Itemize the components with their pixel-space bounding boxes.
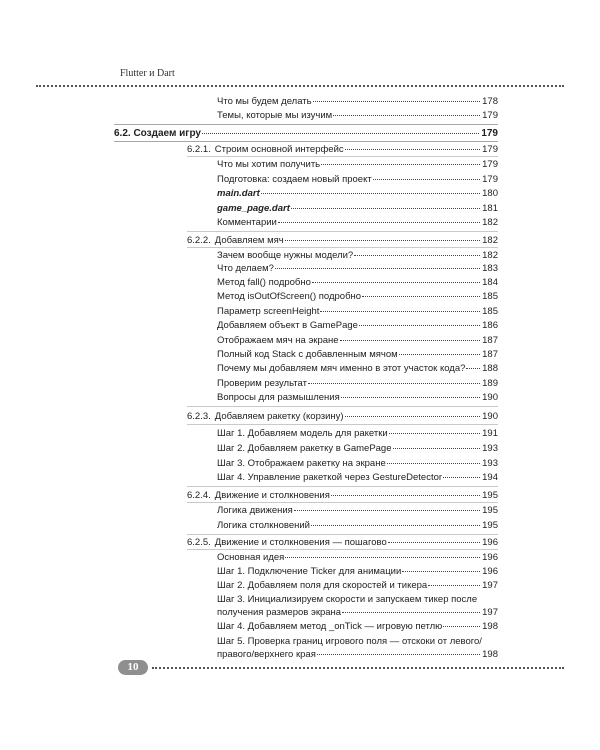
- dot-leader: [291, 208, 480, 209]
- dot-leader: [321, 164, 480, 165]
- toc-entry-title: Вопросы для размышления: [217, 392, 340, 403]
- toc-entry[interactable]: [217, 580, 498, 592]
- toc-entry-title: Полный код Stack с добавленным мячом: [217, 349, 398, 360]
- toc-entry-title-line: Шаг 5. Проверка границ игрового поля — отскоки от левого/: [217, 636, 482, 647]
- toc-entry-page: 182: [482, 250, 498, 261]
- toc-entry-title: Метод isOutOfScreen() подробно: [217, 291, 362, 302]
- dot-leader: [275, 268, 480, 269]
- dot-leader: [428, 585, 480, 586]
- toc-subsection-6-2-1[interactable]: [187, 144, 498, 156]
- toc-entry[interactable]: [217, 378, 498, 390]
- toc-entry-page: 193: [482, 458, 498, 469]
- toc-subsection-title: Движение и столкновения — пошагово: [214, 537, 387, 548]
- toc-subsection-title: Добавляем ракетку (корзину): [214, 411, 344, 422]
- toc-entry[interactable]: [217, 320, 498, 332]
- dot-leader: [311, 525, 480, 526]
- dot-leader: [331, 495, 480, 496]
- toc-entry-title: Шаг 1. Добавляем модель для ракетки: [217, 428, 388, 439]
- toc-entry-title: Метод fall() подробно: [217, 277, 311, 288]
- toc-divider: [187, 424, 498, 425]
- toc-entry[interactable]: [217, 335, 498, 347]
- toc-subsection-number: 6.2.2.: [187, 235, 211, 246]
- toc-divider: [187, 156, 498, 157]
- toc-entry-page: 184: [482, 277, 498, 288]
- dot-leader: [345, 149, 480, 150]
- dot-leader: [443, 477, 480, 478]
- toc-entry-title-line: Шаг 3. Инициализируем скорости и запускаем тикер после: [217, 594, 478, 605]
- toc-entry-title: Шаг 2. Добавляем поля для скоростей и тикера: [217, 580, 428, 591]
- toc-entry[interactable]: [217, 203, 498, 215]
- dot-leader: [317, 654, 480, 655]
- toc-entry-title: Почему мы добавляем мяч именно в этот участок кода?: [217, 363, 466, 374]
- toc-entry-page: 186: [482, 320, 498, 331]
- toc-entry-title: Шаг 4. Добавляем метод _onTick — игровую петлю: [217, 621, 443, 632]
- toc-entry-page: 197: [482, 607, 498, 618]
- dot-leader: [340, 340, 481, 341]
- toc-entry-title: main.dart: [217, 188, 260, 199]
- toc-entry-page: 191: [482, 428, 498, 439]
- toc-entry[interactable]: [217, 174, 498, 186]
- toc-entry-title: Шаг 1. Подключение Ticker для анимации: [217, 566, 402, 577]
- toc-subsection-6-2-2[interactable]: [187, 235, 498, 247]
- toc-subsection-title: Движение и столкновения: [214, 490, 330, 501]
- toc-divider: [114, 124, 498, 125]
- toc-entry-title: Что мы хотим получить: [217, 159, 321, 170]
- toc-entry-page: 198: [482, 621, 498, 632]
- toc-entry-page: 179: [482, 159, 498, 170]
- toc-entry-title: Проверим результат: [217, 378, 307, 389]
- toc-entry-page: 189: [482, 378, 498, 389]
- toc-entry-page: 183: [482, 263, 498, 274]
- toc-entry[interactable]: [217, 552, 498, 564]
- toc-entry-page: 193: [482, 443, 498, 454]
- toc-entry-page: 196: [482, 552, 498, 563]
- dot-leader: [285, 240, 480, 241]
- toc-entry[interactable]: [217, 110, 498, 122]
- dot-leader: [388, 542, 480, 543]
- toc-entry[interactable]: [217, 250, 498, 262]
- toc-entry-page: 196: [482, 566, 498, 577]
- toc-entry-page: 185: [482, 306, 498, 317]
- dot-leader: [312, 282, 480, 283]
- dot-leader: [359, 325, 480, 326]
- toc-divider: [187, 406, 498, 407]
- toc-entry[interactable]: [217, 306, 498, 318]
- toc-entry-page: 179: [482, 110, 498, 121]
- toc-entry-page: 182: [482, 217, 498, 228]
- toc-divider: [114, 141, 498, 142]
- toc-subsection-number: 6.2.1.: [187, 144, 211, 155]
- toc-entry[interactable]: [217, 217, 498, 229]
- toc-entry[interactable]: [217, 277, 498, 289]
- toc-entry-title: Что делаем?: [217, 263, 274, 274]
- toc-entry[interactable]: [217, 621, 498, 633]
- toc-entry-title: Что мы будем делать: [217, 96, 312, 107]
- toc-entry-page: 187: [482, 335, 498, 346]
- toc-subsection-number: 6.2.3.: [187, 411, 211, 422]
- toc-entry-page: 188: [482, 363, 498, 374]
- toc-subsection-page: 195: [482, 490, 498, 501]
- dot-leader: [308, 383, 480, 384]
- toc-entry-title: Комментарии: [217, 217, 277, 228]
- toc-section-6-2[interactable]: [114, 128, 498, 140]
- dot-leader: [333, 115, 480, 116]
- toc-divider: [187, 549, 498, 550]
- toc-entry[interactable]: [217, 349, 498, 361]
- dot-leader: [202, 133, 479, 134]
- toc-entry-title: Отображаем мяч на экране: [217, 335, 339, 346]
- toc-entry[interactable]: [217, 188, 498, 200]
- toc-subsection-page: 182: [482, 235, 498, 246]
- toc-entry-title: Логика столкновений: [217, 520, 310, 531]
- toc-subsection-number: 6.2.4.: [187, 490, 211, 501]
- dot-leader: [285, 557, 480, 558]
- toc-divider: [187, 502, 498, 503]
- toc-entry-page: 197: [482, 580, 498, 591]
- dot-leader: [466, 368, 480, 369]
- toc-entry-page: 195: [482, 520, 498, 531]
- toc-entry[interactable]: [217, 392, 498, 404]
- page-number-badge: 10: [118, 660, 148, 675]
- toc-entry-title: Параметр screenHeight: [217, 306, 320, 317]
- dot-leader: [354, 255, 480, 256]
- dot-leader: [373, 179, 480, 180]
- dot-leader: [278, 222, 480, 223]
- toc-entry[interactable]: [217, 458, 498, 470]
- dot-leader: [393, 448, 481, 449]
- dot-leader: [341, 397, 480, 398]
- toc-entry-title: Подготовка: создаем новый проект: [217, 174, 372, 185]
- toc-subsection-6-2-3[interactable]: [187, 411, 498, 423]
- toc-entry[interactable]: [217, 649, 498, 661]
- toc-entry[interactable]: [217, 363, 498, 375]
- toc-divider: [187, 247, 498, 248]
- toc-entry-page: 179: [482, 174, 498, 185]
- toc-entry-page: 194: [482, 472, 498, 483]
- toc-entry-title: game_page.dart: [217, 203, 290, 214]
- footer-dotted-rule: [152, 667, 564, 669]
- toc-divider: [187, 231, 498, 232]
- dot-leader: [387, 463, 480, 464]
- toc-subsection-6-2-5[interactable]: [187, 537, 498, 549]
- toc-entry-title: получения размеров экрана: [217, 607, 342, 618]
- toc-subsection-6-2-4[interactable]: [187, 490, 498, 502]
- toc-entry-page: 181: [482, 203, 498, 214]
- toc-entry[interactable]: [217, 263, 498, 275]
- toc-divider: [187, 534, 498, 535]
- toc-entry[interactable]: [217, 96, 498, 108]
- toc-entry[interactable]: [217, 607, 498, 619]
- running-head: Flutter и Dart: [120, 68, 175, 79]
- toc-entry-page: 180: [482, 188, 498, 199]
- header-dotted-rule: [36, 85, 564, 87]
- toc-entry-title: Добавляем объект в GamePage: [217, 320, 358, 331]
- toc-entry-title: Шаг 2. Добавляем ракетку в GamePage: [217, 443, 392, 454]
- toc-entry[interactable]: [217, 520, 498, 532]
- toc-subsection-title: Добавляем мяч: [214, 235, 284, 246]
- toc-entry-title: Основная идея: [217, 552, 285, 563]
- toc-subsection-page: 179: [482, 144, 498, 155]
- toc-entry-page: 198: [482, 649, 498, 660]
- toc-entry-title: Темы, которые мы изучим: [217, 110, 333, 121]
- dot-leader: [402, 571, 480, 572]
- dot-leader: [313, 101, 481, 102]
- toc-entry-page: 187: [482, 349, 498, 360]
- toc-entry[interactable]: [217, 428, 498, 440]
- toc-section-page: 179: [481, 128, 498, 139]
- toc-entry-page: 190: [482, 392, 498, 403]
- toc-entry[interactable]: [217, 566, 498, 578]
- toc-entry-page: 195: [482, 505, 498, 516]
- dot-leader: [342, 612, 480, 613]
- toc-divider: [187, 486, 498, 487]
- dot-leader: [261, 193, 480, 194]
- dot-leader: [443, 626, 480, 627]
- toc-entry[interactable]: [217, 472, 498, 484]
- toc-entry[interactable]: [217, 291, 498, 303]
- dot-leader: [362, 296, 480, 297]
- toc-entry-title: правого/верхнего края: [217, 649, 316, 660]
- toc-entry-title: Зачем вообще нужны модели?: [217, 250, 354, 261]
- dot-leader: [399, 354, 480, 355]
- toc-subsection-number: 6.2.5.: [187, 537, 211, 548]
- toc-entry-page: 185: [482, 291, 498, 302]
- toc-subsection-page: 196: [482, 537, 498, 548]
- toc-entry-title: Шаг 3. Отображаем ракетку на экране: [217, 458, 386, 469]
- dot-leader: [294, 510, 480, 511]
- toc-entry-title: Логика движения: [217, 505, 293, 516]
- toc-entry[interactable]: [217, 159, 498, 171]
- dot-leader: [320, 311, 480, 312]
- toc-entry-title: Шаг 4. Управление ракеткой через GestureDetector: [217, 472, 443, 483]
- toc-entry[interactable]: [217, 443, 498, 455]
- toc-section-title: 6.2. Создаем игру: [114, 128, 201, 139]
- toc-entry-page: 178: [482, 96, 498, 107]
- toc-subsection-page: 190: [482, 411, 498, 422]
- dot-leader: [389, 433, 480, 434]
- toc-subsection-title: Строим основной интерфейс: [214, 144, 344, 155]
- dot-leader: [345, 416, 481, 417]
- toc-entry[interactable]: [217, 505, 498, 517]
